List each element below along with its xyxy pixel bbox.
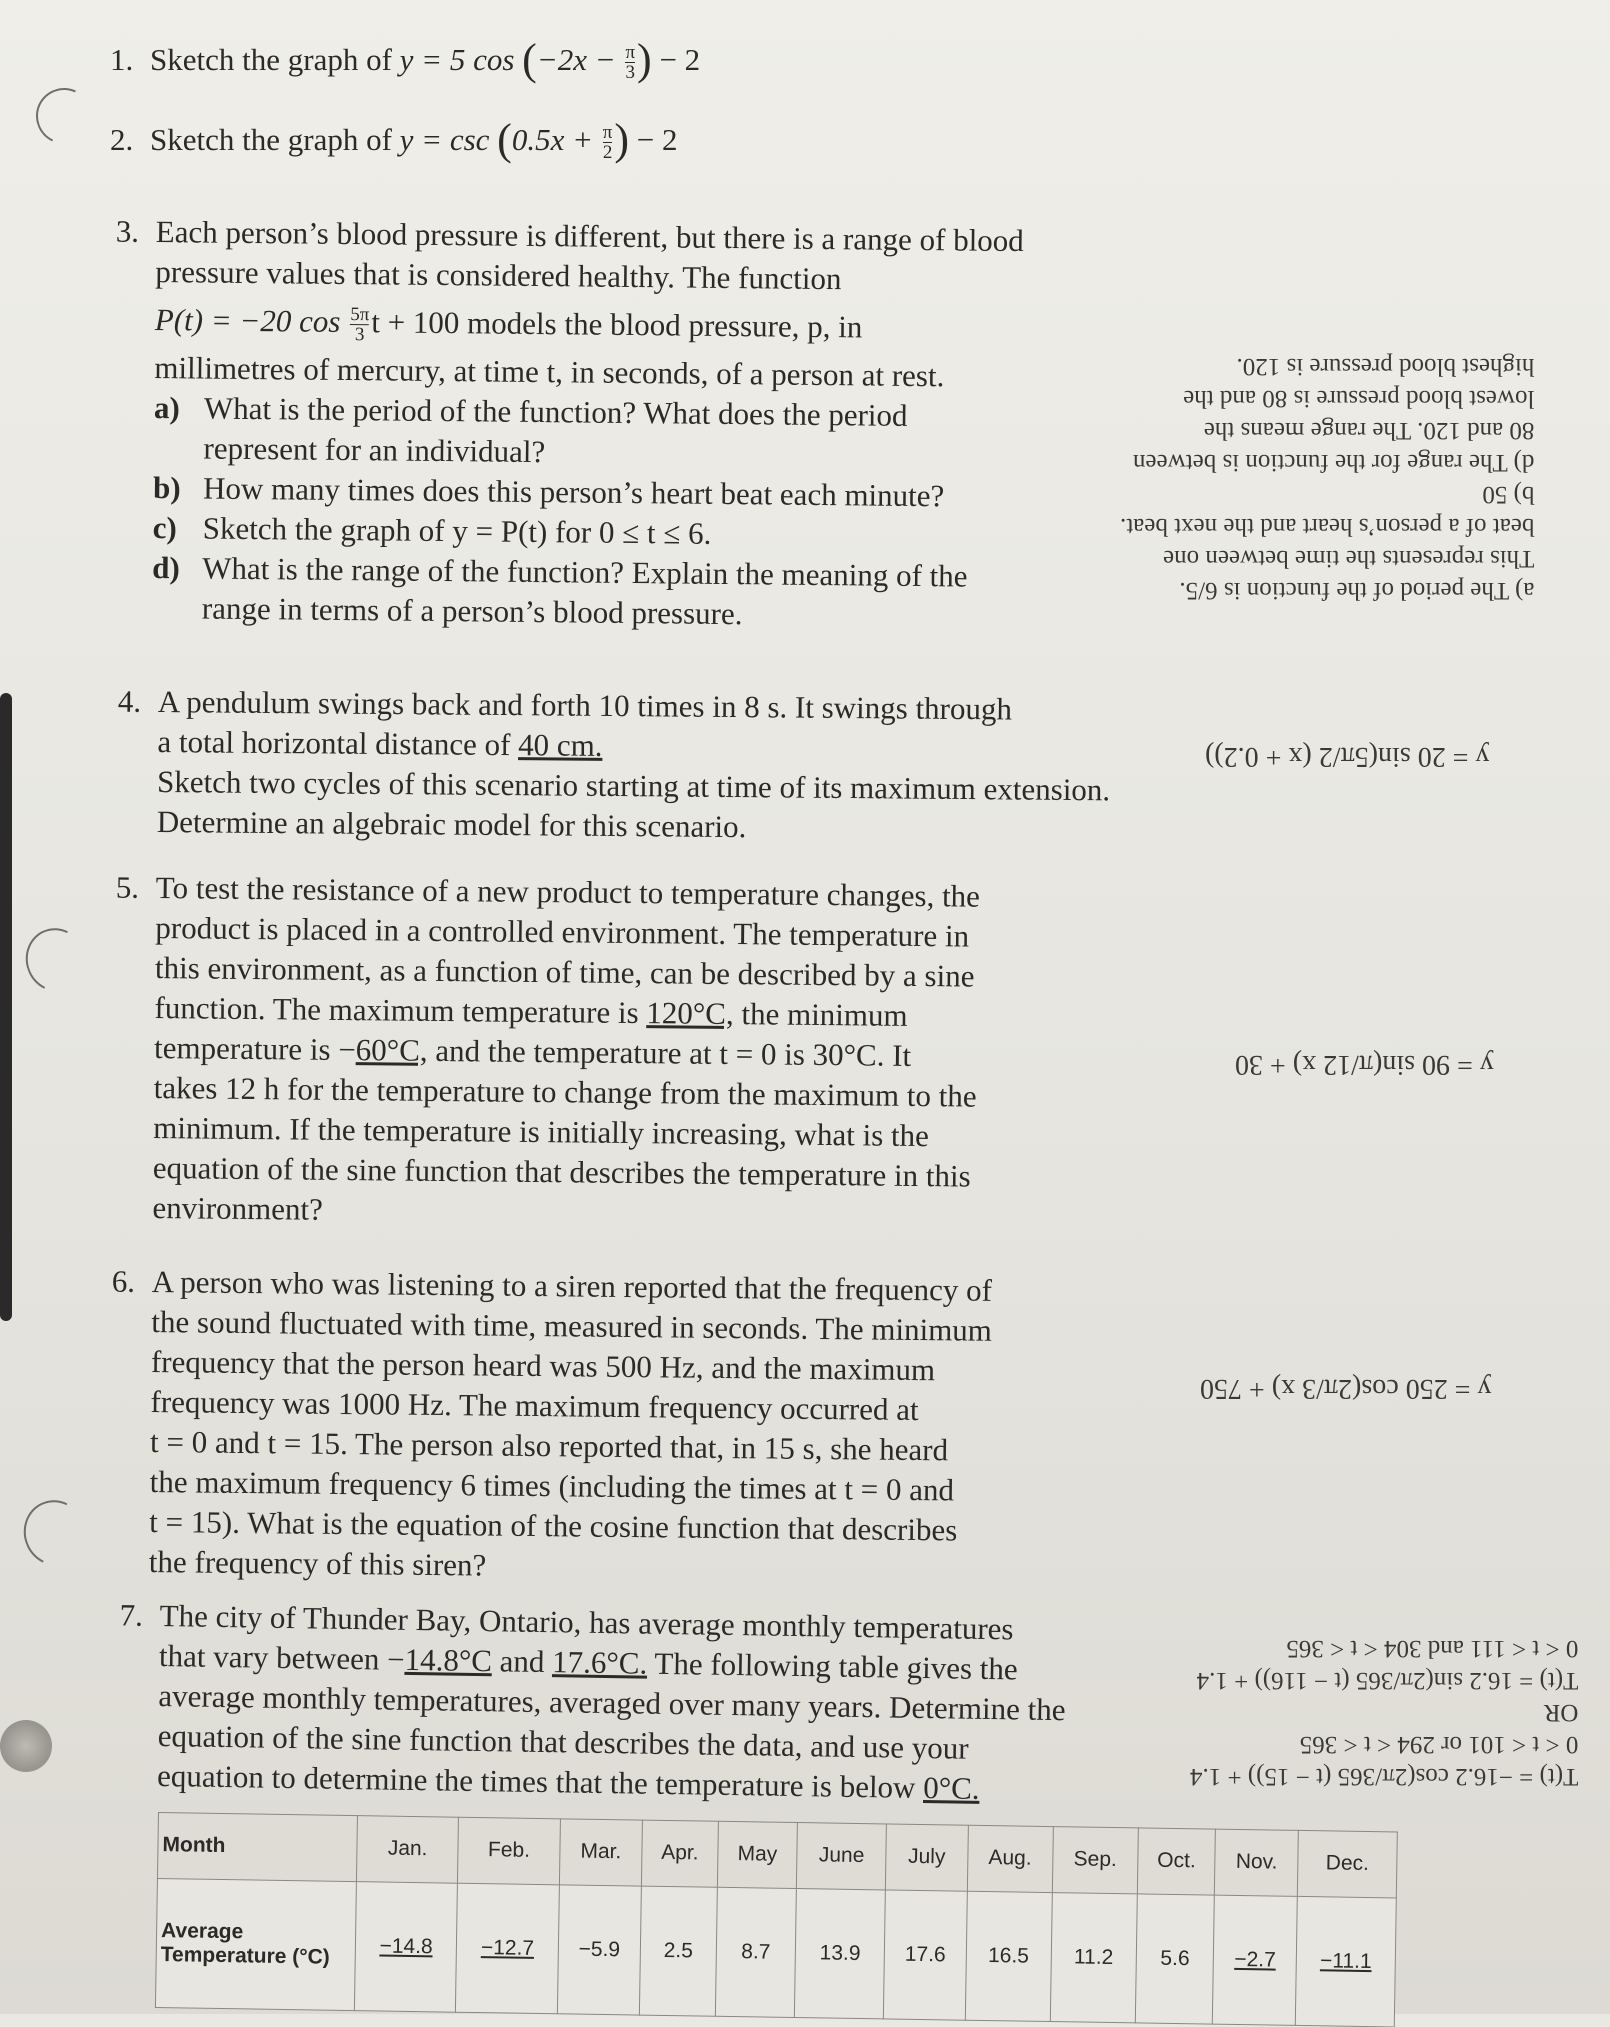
question-number: 5. [115, 869, 140, 905]
q5-line-9: environment? [152, 1189, 324, 1227]
q7-line-2-end: The following table gives the [654, 1645, 1018, 1687]
q7-line-1: The city of Thunder Bay, Ontario, has average monthly temperatures [159, 1597, 1014, 1647]
q5-line-6: takes 12 h for the temperature to change from the maximum to the [153, 1069, 977, 1114]
table-cell: −12.7 [456, 1883, 559, 2014]
table-cell: −5.9 [557, 1885, 641, 2015]
q5-min-temp: 60°C, [355, 1032, 428, 1068]
question-4 [117, 682, 1111, 850]
q5-line-2: product is placed in a controlled environment. The temperature in [155, 909, 970, 954]
q7-line-2: that vary between − [158, 1637, 405, 1677]
table-cell: 8.7 [715, 1887, 796, 2017]
q5-line-5-end: and the temperature at t = 0 is 30°C. It [435, 1032, 912, 1073]
question-6 [111, 1262, 993, 1591]
table-cell: 2.5 [639, 1886, 717, 2016]
table-cell: Nov. [1215, 1829, 1299, 1896]
answer-line: T(t) = 16.2 sin(2π/365 (t − 116)) + 1.4 [1196, 1667, 1579, 1694]
q5-line-4-end: the minimum [741, 996, 908, 1033]
question-number: 3. [115, 213, 140, 249]
table-cell: 17.6 [884, 1890, 967, 2020]
q1-frac-bot: 3 [625, 62, 635, 84]
table-cell: 13.9 [795, 1888, 886, 2019]
answer-line: y = 20 sin(5π/2 (x + 0.2)) [1205, 741, 1490, 772]
q5-line-4: function. The maximum temperature is [154, 989, 639, 1031]
answer-line: highest blood pressure is 120. [1236, 353, 1535, 380]
answer-q4 [1205, 740, 1489, 772]
answer-line: lowest blood pressure is 80 and the [1183, 385, 1535, 412]
q2-eq-post: − 2 [636, 122, 678, 157]
pencil-mark-3 [15, 1491, 96, 1574]
q3-b-line-1: How many times does this person’s heart beat each minute? [202, 470, 945, 514]
q1-frac-top: π [625, 42, 636, 64]
q3-function: P(t) = −20 cos [154, 301, 341, 339]
q3-line-4: millimetres of mercury, at time t, in seconds, of a person at rest. [154, 350, 945, 394]
q3-frac-top: 5π [350, 304, 370, 326]
answer-line: a) The period of the function is 6/5. [1179, 577, 1535, 604]
q7-and: and [499, 1643, 545, 1680]
table-cell: −14.8 [354, 1882, 457, 2013]
table-cell: 11.2 [1050, 1892, 1137, 2022]
q3-c-label: c) [152, 510, 177, 546]
question-number: 4. [117, 683, 142, 719]
q3-a-line-1: What is the period of the function? What does the period [203, 390, 908, 434]
table-row-label: Month [157, 1813, 357, 1882]
q2-text: Sketch the graph of [150, 122, 392, 157]
answer-line: y = 90 sin(π/12 x) + 30 [1235, 1049, 1494, 1080]
table-row-temperatures [155, 1878, 1396, 2027]
q6-line-8: the frequency of this siren? [148, 1543, 487, 1583]
question-3 [115, 212, 1024, 637]
answer-q7 [1190, 1632, 1578, 1792]
q3-line-1: Each person’s blood pressure is different, but there is a range of blood [155, 213, 1024, 259]
q2-frac-bot: 2 [602, 142, 613, 164]
q6-line-7: t = 15). What is the equation of the cosine function that describes [149, 1503, 958, 1548]
question-number: 1. [110, 42, 134, 77]
pencil-mark-1 [28, 80, 100, 152]
table-cell: June [797, 1823, 887, 1890]
q3-b-label: b) [152, 470, 181, 506]
q6-line-2: the sound fluctuated with time, measured in seconds. The minimum [151, 1303, 993, 1348]
question-7 [119, 1596, 1067, 1810]
q5-line-5: temperature is − [153, 1029, 356, 1068]
hole-punch-mark [0, 1720, 52, 1772]
q3-line-2: pressure values that is considered healthy. The function [155, 253, 842, 297]
question-number: 6. [111, 1263, 136, 1299]
q3-line-3: t + 100 models the blood pressure, p, in [371, 304, 863, 345]
answer-q6 [1200, 1372, 1491, 1404]
q3-d-label: d) [152, 550, 181, 586]
q7-line-4: equation of the sine function that describes the data, and use your [157, 1717, 969, 1766]
q4-line-2: a total horizontal distance of [157, 723, 511, 763]
table-cell: 5.6 [1135, 1894, 1215, 2024]
table-cell: Jan. [356, 1816, 458, 1883]
question-2: 2. Sketch the graph of y = csc (0.5x + $\frac{\pi}{2}$ ) − 2 [110, 115, 678, 164]
q3-d-line-1: What is the range of the function? Explain the meaning of the [202, 550, 968, 594]
q7-line-3: average monthly temperatures, averaged over many years. Determine the [158, 1677, 1066, 1728]
q2-eq-pre: y = csc [399, 122, 490, 157]
q5-line-1: To test the resistance of a new product to temperature changes, the [155, 869, 981, 914]
answer-line: T(t) = −16.2 cos(2π/365 (t − 15)) + 1.4 [1190, 1763, 1579, 1790]
table-cell: Feb. [458, 1817, 560, 1884]
table-cell: Mar. [559, 1819, 642, 1886]
q4-distance: 40 cm. [518, 727, 603, 763]
q4-line-4: Determine an algebraic model for this scenario. [156, 803, 747, 845]
q6-line-1: A person who was listening to a siren reported that the frequency of [151, 1263, 993, 1308]
table-cell: −2.7 [1213, 1895, 1298, 2025]
table-cell: Apr. [642, 1820, 719, 1887]
table-cell: 16.5 [965, 1891, 1052, 2021]
pencil-mark-2 [17, 920, 95, 1001]
q4-line-3: Sketch two cycles of this scenario starting at time of its maximum extension. [156, 763, 1111, 808]
question-1: 1. Sketch the graph of y = 5 cos (−2x − $\frac{\pi}{3}$ ) − 2 [110, 35, 701, 84]
answer-line: This represents the time between one [1163, 545, 1535, 572]
q4-line-1: A pendulum swings back and forth 10 times in 8 s. It swings through [157, 683, 1013, 727]
q1-eq-inner: −2x − [536, 42, 616, 77]
q1-eq-pre: y = 5 cos [399, 42, 515, 77]
table-cell: Oct. [1137, 1828, 1216, 1895]
answer-line: OR [1543, 1699, 1579, 1726]
q6-line-6: the maximum frequency 6 times (including the times at t = 0 and [149, 1463, 955, 1508]
answer-line: d) The range for the function is between [1132, 449, 1535, 476]
table-row-label: Average Temperature (°C) [155, 1878, 356, 2010]
table-cell: −11.1 [1295, 1896, 1396, 2027]
q2-eq-inner: 0.5x + [511, 122, 594, 157]
question-number: 7. [119, 1597, 144, 1633]
q6-line-3: frequency that the person heard was 500 Hz, and the maximum [150, 1343, 936, 1388]
q5-max-temp: 120°C, [646, 995, 734, 1032]
q5-line-3: this environment, as a function of time, can be described by a sine [154, 949, 975, 994]
table-cell: Dec. [1297, 1830, 1397, 1897]
q6-line-4: frequency was 1000 Hz. The maximum frequency occurred at [150, 1383, 919, 1428]
answer-line: y = 250 cos(2π/3 x) + 750 [1200, 1373, 1492, 1404]
q7-max-temp: 17.6°C. [551, 1644, 648, 1681]
answer-line: 80 and 120. The range means the [1203, 417, 1535, 444]
question-5 [115, 868, 981, 1237]
q1-eq-post: − 2 [659, 42, 701, 77]
q1-text: Sketch the graph of [150, 42, 392, 77]
q3-a-line-2: represent for an individual? [203, 430, 546, 470]
q7-line-5: equation to determine the times that the temperature is below [156, 1757, 916, 1805]
table-cell: Aug. [967, 1825, 1053, 1892]
q2-frac-top: π [602, 122, 613, 144]
answer-q3 [1120, 350, 1534, 606]
table-cell: May [717, 1821, 797, 1888]
q3-d-line-2: range in terms of a person’s blood pressure. [201, 590, 743, 632]
q6-line-5: t = 0 and t = 15. The person also reported that, in 15 s, she heard [149, 1423, 949, 1468]
q7-threshold: 0°C. [922, 1770, 980, 1806]
table-cell: July [886, 1824, 968, 1891]
answer-line: 0 < t < 111 and 304 < t < 365 [1286, 1635, 1579, 1662]
q5-line-7: minimum. If the temperature is initially increasing, what is the [153, 1109, 930, 1154]
answer-line: 0 < t < 101 or 294 < t < 365 [1299, 1731, 1579, 1758]
answer-line: beat of a person’s heart and the next beat. [1120, 513, 1535, 540]
q3-c-line-1: Sketch the graph of y = P(t) for 0 ≤ t ≤ 6. [202, 510, 712, 552]
temperature-table [155, 1812, 1398, 2027]
answer-q5 [1235, 1048, 1494, 1080]
table-cell: Sep. [1052, 1827, 1138, 1894]
question-number: 2. [110, 122, 134, 157]
answer-line: b) 50 [1482, 481, 1535, 508]
scroll-edge-bar [0, 693, 12, 1321]
q3-frac-bot: 3 [354, 324, 365, 346]
q7-min-temp: 14.8°C [404, 1641, 493, 1679]
q3-a-label: a) [153, 390, 180, 426]
q5-line-8: equation of the sine function that describes the temperature in this [152, 1149, 971, 1194]
